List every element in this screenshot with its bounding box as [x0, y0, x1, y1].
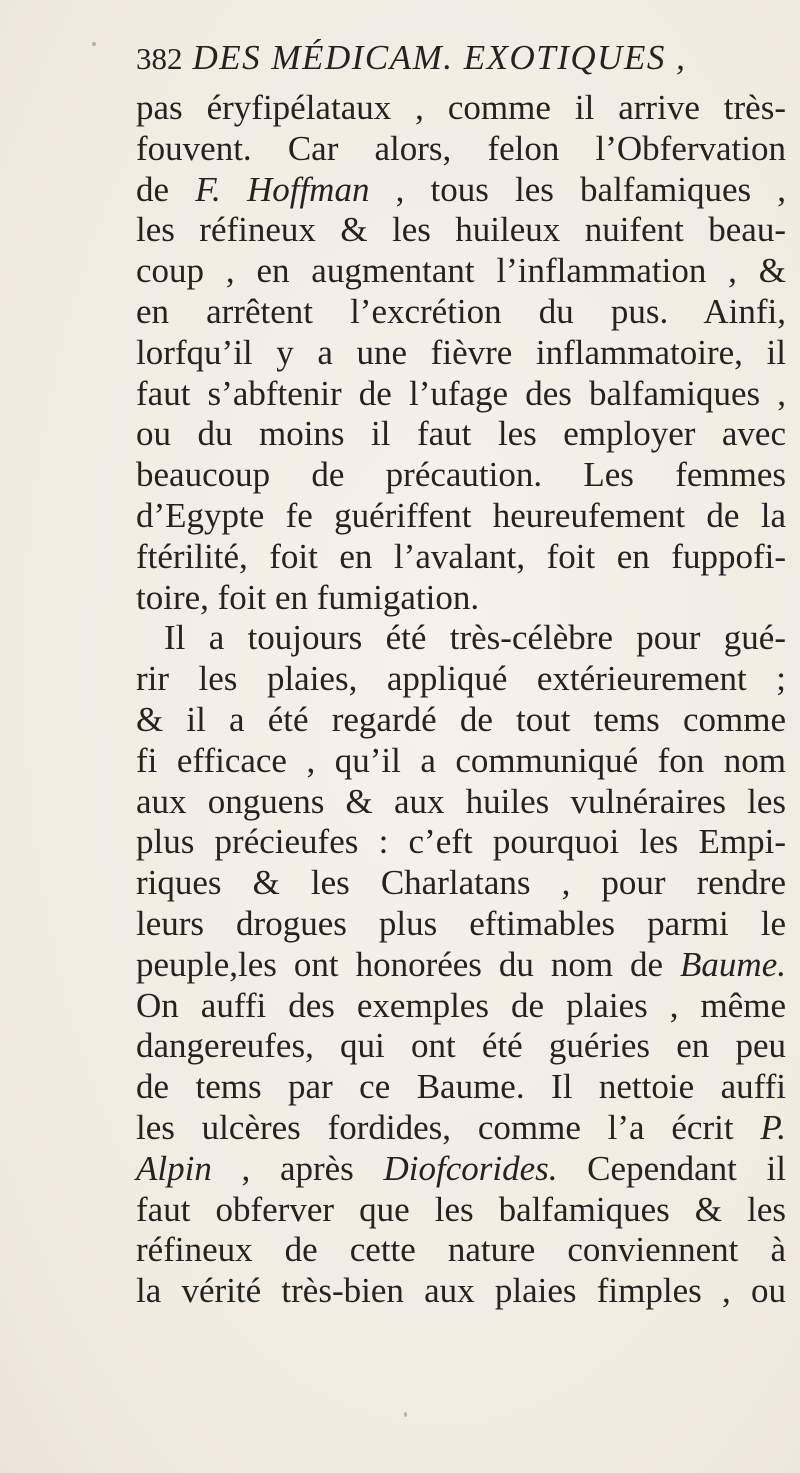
text-line — [136, 700, 786, 741]
text-segment: On auffi des exemples de plaies , même — [136, 985, 786, 1025]
text-line — [136, 496, 786, 537]
text-line — [136, 414, 786, 455]
text-line — [136, 945, 786, 986]
text-line — [136, 1026, 786, 1067]
text-line — [136, 170, 786, 211]
text-segment: faut s’abftenir de l’ufage des balfamiques , — [136, 373, 786, 413]
text-line — [136, 292, 786, 333]
text-segment: Il a toujours été très-célèbre pour gué- — [164, 618, 786, 658]
text-segment: pas éryfipélataux , comme il arrive très- — [136, 88, 786, 127]
text-segment: réfineux de cette nature conviennent à — [136, 1230, 786, 1270]
text-line — [136, 1190, 786, 1231]
text-line — [136, 1149, 786, 1190]
text-segment: peuple,les ont honorées du nom de — [136, 944, 681, 984]
text-segment: la vérité très-bien aux plaies fimples , ou — [136, 1271, 786, 1311]
ink-speck — [92, 42, 96, 46]
text-line — [136, 904, 786, 945]
text-line — [136, 782, 786, 823]
text-line — [136, 863, 786, 904]
text-segment: en arrêtent l’excrétion du pus. Ainfi, — [136, 291, 786, 331]
text-line — [136, 88, 786, 129]
text-segment: toire, foit en fumigation. — [136, 577, 480, 617]
text-segment: dangereufes, qui ont été guéries en peu — [136, 1026, 786, 1066]
ink-speck — [404, 1412, 407, 1417]
running-title: DES MÉDICAM. EXOTIQUES , — [192, 38, 687, 77]
text-segment: ftérilité, foit en l’avalant, foit en fuppofi- — [136, 536, 786, 576]
text-segment: coup , en augmentant l’inflammation , & — [136, 251, 786, 291]
italic-text: Alpin — [136, 1148, 212, 1188]
text-segment: les réfineux & les huileux nuifent beau- — [136, 210, 786, 250]
text-segment: aux onguens & aux huiles vulnéraires les — [136, 781, 786, 821]
text-segment: faut obferver que les balfamiques & les — [136, 1189, 786, 1229]
text-segment: de tems par ce Baume. Il nettoie auffi — [136, 1067, 786, 1107]
text-segment: fouvent. Car alors, felon l’Obfervation — [136, 128, 786, 168]
text-line — [136, 822, 786, 863]
text-line — [136, 333, 786, 374]
text-line — [136, 210, 786, 251]
text-line — [136, 1271, 786, 1312]
italic-text: P. — [760, 1107, 786, 1147]
text-segment: , après — [211, 1148, 384, 1188]
text-line — [136, 618, 786, 659]
text-line — [136, 1230, 786, 1271]
page-number: 382 — [136, 41, 183, 76]
italic-text: Baume. — [680, 944, 786, 984]
text-line — [136, 455, 786, 496]
page-header — [136, 38, 756, 90]
text-segment: ou du moins il faut les employer avec — [136, 414, 786, 454]
text-line — [136, 374, 786, 415]
text-segment: lorfqu’il y a une fièvre inflammatoire, il — [136, 332, 786, 372]
text-line — [136, 537, 786, 578]
text-line — [136, 741, 786, 782]
text-line — [136, 578, 786, 619]
text-segment: fi efficace , qu’il a communiqué fon nom — [136, 740, 786, 780]
text-segment: , tous les balfamiques , — [369, 169, 786, 209]
text-line — [136, 129, 786, 170]
text-segment: & il a été regardé de tout tems comme — [136, 699, 786, 739]
text-segment: riques & les Charlatans , pour rendre — [136, 863, 786, 903]
text-segment: d’Egypte fe guériffent heureufement de la — [136, 495, 786, 535]
text-line — [136, 659, 786, 700]
italic-text: F. Hoffman — [195, 169, 370, 209]
text-segment: leurs drogues plus eftimables parmi le — [136, 903, 786, 943]
text-segment: de — [136, 169, 196, 209]
body-text — [136, 88, 786, 1312]
text-line — [136, 251, 786, 292]
text-segment: plus précieufes : c’eft pourquoi les Empi- — [136, 822, 786, 862]
text-segment: les ulcères fordides, comme l’a écrit — [136, 1107, 761, 1147]
text-line — [136, 1108, 786, 1149]
text-segment: beaucoup de précaution. Les femmes — [136, 455, 786, 495]
text-segment: rir les plaies, appliqué extérieurement ; — [136, 659, 786, 699]
italic-text: Diofcorides. — [383, 1148, 558, 1188]
text-segment: Cependant il — [557, 1148, 786, 1188]
text-line — [136, 986, 786, 1027]
text-line — [136, 1067, 786, 1108]
